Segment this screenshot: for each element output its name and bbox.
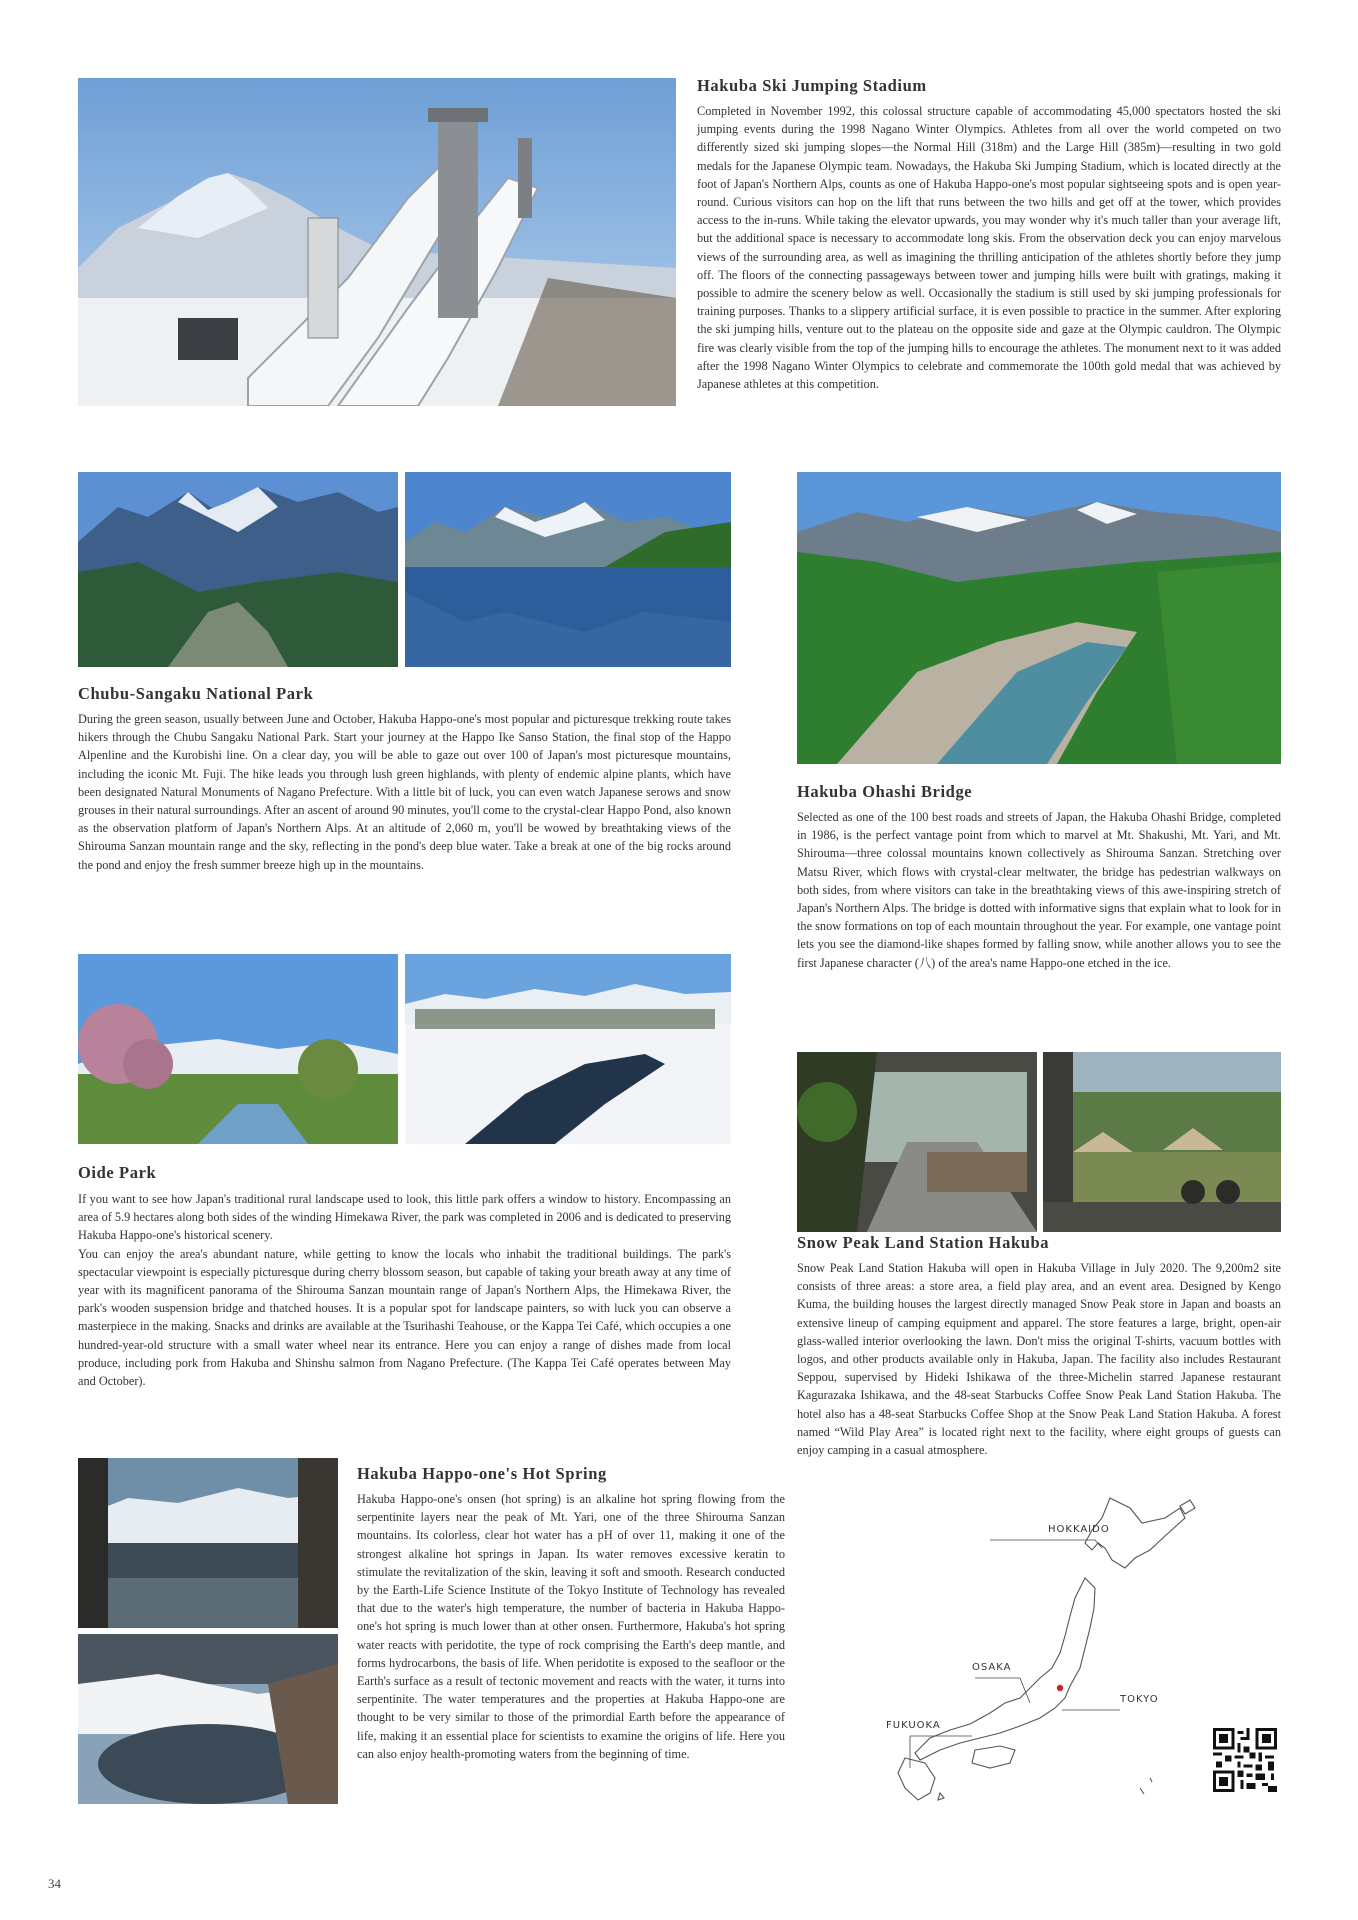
ski-jump-title: Hakuba Ski Jumping Stadium (697, 76, 927, 95)
ohashi-title: Hakuba Ohashi Bridge (797, 782, 973, 801)
snow-peak-lawn-photo (1043, 1052, 1281, 1232)
ohashi-river-photo (797, 472, 1281, 764)
ski-jump-photo (78, 78, 676, 406)
chubu-body: During the green season, usually between June and October, Hakuba Happo-one's most popular and picturesque trekking route takes hikers through the Chubu Sangaku National Park. Start your journey at the Happo Ike Sanso Station, the final stop of the Happo Alpenline and the Kurobishi line. On a clear day, you will be able to gaze out over 100 of Japan's most picturesque mountains, including the iconic Mt. Fuji. The hike leads you through lush green highlands, with plenty of endemic alpine plants, which have been designated Natural Monuments of Nagano Prefecture. With a little bit of luck, you can even watch Japanese serows and snow grouses in their natural surroundings. After an ascent of around 90 minutes, you'll come to the crystal-clear Happo Pond, also known as the observation platform of Japan's Northern Alps. At an altitude of 2,060 m, you'll be wowed by breathtaking views of the Shirouma Sanzan mountain range and the sky, reflecting in the pond's deep blue water. Take a break at one of the big rocks around the pond and enjoy the fresh summer breeze high up in the mountains. (78, 712, 731, 872)
oide-body (78, 1190, 731, 1390)
oide-title: Oide Park (78, 1163, 157, 1182)
page-number: 34 (48, 1876, 61, 1891)
oide-body-paragraph-2: You can enjoy the area's abundant nature, while getting to know the locals who inhabit the traditional buildings. The park's spectacular viewpoint is especially picturesque during cherry blossom season, but capable of taking your breath away at any time of year with its magnificent panorama of the Shirouma Sanzan mountain range of Japan's Northern Alps, the Himekawa River, the park's wooden suspension bridge and thatched houses. It is a popular spot for landscape painters, so with luck you can observe a masterpiece in the making. Snacks and drinks are available at the Tsurihashi Teahouse, or the Kappa Tei Café, which occupies a one hundred-year-old structure with a small water wheel near its entrance. Here you can enjoy a range of dishes made from local produce, including pork from Hakuba and Shinshu salmon from Nagano Prefecture. (The Kappa Tei Café operates between May and October). (78, 1246, 731, 1389)
map-label-hokkaido: HOKKAIDO (1048, 1524, 1110, 1535)
map-label-osaka: OSAKA (972, 1662, 1012, 1673)
chubu-title: Chubu-Sangaku National Park (78, 684, 314, 703)
hot-spring-outdoor-photo (78, 1458, 338, 1628)
oide-body-paragraph-1: If you want to see how Japan's traditional rural landscape used to look, this little park offers a window to history. Encompassing an area of 5.9 hectares along both sides of the winding Himekawa River, the park was completed in 2006 and is dedicated to preserving Hakuba Happo-one's historical scenery. (78, 1192, 731, 1243)
qr-code[interactable] (1213, 1728, 1277, 1792)
map-label-tokyo: TOKYO (1120, 1694, 1159, 1705)
snow-peak-interior-photo (797, 1052, 1037, 1232)
qr-code-icon (1213, 1728, 1277, 1792)
snow-peak-body: Snow Peak Land Station Hakuba will open in Hakuba Village in July 2020. The 9,200m2 site consists of three areas: a store area, a field play area, and an event area. Designed by Kengo Kuma, the building houses the largest directly managed Snow Peak store in Japan and boasts an extensive lineup of camping equipment and apparel. The store features a large, bright, open-air glass-walled interior overlooking the lawn. Don't miss the original T-shirts, vacuum bottles with logos, and other products available only in Hakuba, Japan. The facility also includes Restaurant Seppou, supervised by Hideki Ishikawa of the three-Michelin starred Japanese restaurant Kagurazaka Ishikawa, and the 48-seat Starbucks Coffee Snow Peak Land Station Hakuba. The hotel also has a 48-seat Starbucks Coffee Shop at the Snow Peak Land Station Hakuba. A forest named “Wild Play Area” is located right next to the facility, where eight groups of guests can enjoy camping in a casual atmosphere. (797, 1261, 1281, 1458)
snow-peak-title: Snow Peak Land Station Hakuba (797, 1233, 1050, 1252)
happo-pond-photo (405, 472, 731, 667)
ski-jump-body: Completed in November 1992, this colossal structure capable of accommodating 45,000 spectators hosted the ski jumping events during the 1998 Nagano Winter Olympics. Athletes from all over the world competed on two differently sized ski jumping slopes—the Normal Hill (318m) and the Large Hill (385m)—resulting in two gold medals for the Japanese Olympic team. Nowadays, the Hakuba Ski Jumping Stadium, which is located directly at the foot of Japan's Northern Alps, counts as one of Hakuba Happo-one's most popular sightseeing spots and is open year-round. Curious visitors can hop on the lift that runs between the two hills and get off at the tower, which provides access to the in-runs. While taking the elevator upwards, you may wonder why it's much taller than your average lift, but the additional space is necessary to accommodate long skis. From the observation deck you can enjoy marvelous views of the surrounding area, as well as imagining the thrilling anticipation of the athletes shortly before they jump off. The floors of the connecting passageways between tower and jumping hills were built with gratings, making it possible to admire the scenery below as well. Occasionally the stadium is still used by ski jumping professionals for training purposes. Thanks to a slippery artificial surface, it is even possible to practice in the summer. After exploring the ski jumping hills, venture out to the plateau on the opposite side and gaze at the Olympic cauldron. The Olympic fire was clearly visible from the top of the jumping hills to encourage the athletes. The monument next to it was added after the 1998 Nagano Winter Olympics to celebrate and commemorate the 100th gold medal that was achieved by Japanese athletes at this competition. (697, 104, 1281, 392)
oide-park-spring-photo (78, 954, 398, 1144)
chubu-mountain-photo (78, 472, 398, 667)
oide-park-winter-photo (405, 954, 731, 1144)
hot-spring-body: Hakuba Happo-one's onsen (hot spring) is an alkaline hot spring flowing from the serpentinite layers near the peak of Mt. Yari, one of the three Shirouma Sanzan mountains. Its colorless, clear hot water has a pH of over 11, making it one of the strongest alkaline hot springs in Japan. Its water removes excessive keratin to stimulate the revitalization of the skin, leaving it soft and smooth. Research conducted by the Earth-Life Science Institute of the Tokyo Institute of Technology has revealed that due to the water's high temperature, the number of bacteria in Hakuba Happo-one's hot spring is much lower than at other onsen. Furthermore, Hakuba's hot spring water reacts with peridotite, the type of rock comprising the Earth's deep mantle, and forms hydrocarbons, the basis of life. When peridotite is exposed to the seafloor or the Earth's surface as a result of tectonic movement and reacts with the water, it turns into serpentinite. The water temperatures and the properties at Hakuba Happo-one are thought to be very similar to those of the primordial Earth before the appearance of life, making it an essential place for scientists to examine the origins of life. Here you can also enjoy health-promoting waters from the beginning of time. (357, 1492, 785, 1761)
map-label-fukuoka: FUKUOKA (886, 1720, 941, 1731)
hot-spring-title: Hakuba Happo-one's Hot Spring (357, 1464, 607, 1483)
ohashi-body: Selected as one of the 100 best roads and streets of Japan, the Hakuba Ohashi Bridge, completed in 1986, is the perfect vantage point from which to marvel at Mt. Shakushi, Mt. Yari, and Mt. Shirouma—three colossal mountains known collectively as Shirouma Sanzan. Stretching over Matsu River, which flows with crystal-clear meltwater, the bridge has pedestrian walkways on both sides, from where visitors can take in the breathtaking views of this awe-inspiring stretch of Japan's Northern Alps. The bridge is dotted with informative signs that explain what to look for in the snow formations on top of each mountain throughout the year. For example, one vantage point lets you see the diamond-like shapes formed by falling snow, while another allows you to see the first Japanese character (八) of the area's name Happo-one etched in the ice. (797, 810, 1281, 970)
japan-map (880, 1488, 1210, 1808)
hot-spring-snow-photo (78, 1634, 338, 1804)
hakuba-location-marker (1057, 1685, 1063, 1691)
japan-map-outline (880, 1488, 1210, 1808)
